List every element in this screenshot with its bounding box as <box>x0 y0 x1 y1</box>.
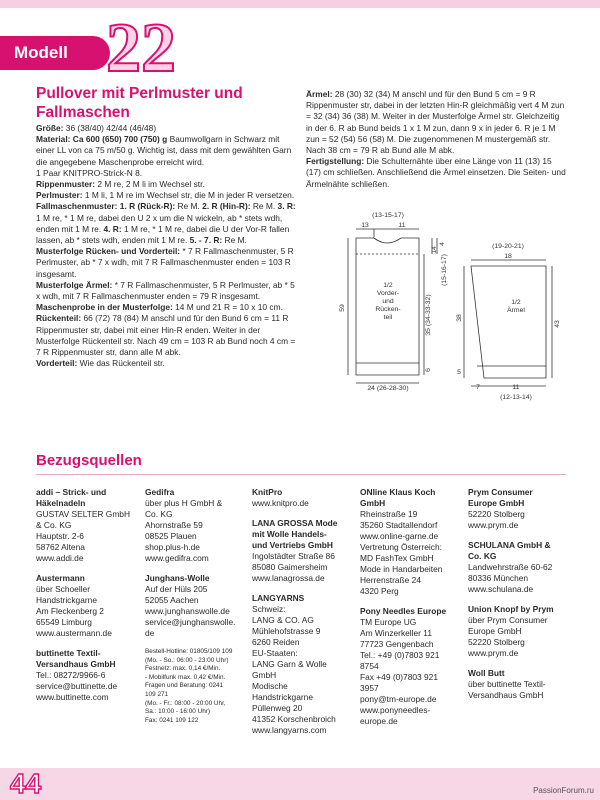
supplier-name: Europe GmbH <box>468 498 525 508</box>
supplier-link[interactable]: www.knitpro.de <box>252 498 309 508</box>
suppliers-column-4 <box>360 487 460 736</box>
supplier-name: addi – Strick- und <box>36 487 107 497</box>
model-number: 22 <box>106 10 176 87</box>
supplier-detail: Am Fleckenberg 2 <box>36 606 104 616</box>
body-side-label: 35 (34-33-32) <box>425 294 432 336</box>
supplier-link[interactable]: www.buttinette.com <box>36 692 109 702</box>
supplier-name: mit Wolle Handels- <box>252 529 327 539</box>
footer-bar <box>0 768 600 800</box>
suppliers-column-1 <box>36 487 136 712</box>
supplier-entry <box>468 604 568 659</box>
supplier-detail: über buttinette Textil- <box>468 679 546 689</box>
supplier-name: SCHULANA GmbH & <box>468 540 551 550</box>
supplier-name: Häkelnadeln <box>36 498 86 508</box>
body-height-label: 59 <box>339 304 346 312</box>
supplier-link[interactable]: service@buttinette.de <box>36 681 118 691</box>
supplier-link[interactable]: shop.plus-h.de <box>145 542 200 552</box>
watermark: PassionForum.ru <box>533 786 594 795</box>
supplier-detail: 52220 Stolberg <box>468 637 525 647</box>
rib-pattern-paragraph: Rippenmuster: 2 M re, 2 M li im Wechsel str. <box>36 179 205 190</box>
supplier-detail: 58762 Altena <box>36 542 85 552</box>
schematic-diagrams <box>306 200 596 410</box>
instructions-right-column <box>306 89 568 190</box>
supplier-detail: Handstrickgarne <box>252 692 313 702</box>
supplier-detail: Auf der Hüls 205 <box>145 584 208 594</box>
body-rib-label: 6 <box>425 368 432 372</box>
supplier-link[interactable]: service@junghanswolle. <box>145 617 236 627</box>
supplier-detail: 52220 Stolberg <box>468 509 525 519</box>
hotline-line: Sa.: 10:00 - 16:00 Uhr) <box>145 708 211 716</box>
supplier-name: Prym Consumer <box>468 487 533 497</box>
body-depth-sizes-label: (15-16-17) <box>441 254 448 286</box>
supplier-name: LANGYARNS <box>252 593 305 603</box>
section-divider <box>36 474 566 475</box>
sleeve-bottom-sizes-label: (12-13-14) <box>500 394 532 401</box>
supplier-detail: & Co. KG <box>36 520 72 530</box>
supplier-detail: europe.de <box>360 716 398 726</box>
supplier-link[interactable]: www.prym.de <box>468 520 519 530</box>
sleeve-bottom-label: 11 <box>512 384 520 391</box>
sleeve-label-line1: 1/2 <box>511 299 521 306</box>
suppliers-column-2 <box>145 487 245 734</box>
body-top-sizes-label: (13-15-17) <box>372 212 404 219</box>
supplier-detail: 85080 Gaimersheim <box>252 562 328 572</box>
supplier-name: Union Knopf by Prym <box>468 604 554 614</box>
supplier-detail: 35260 Stadtallendorf <box>360 520 438 530</box>
supplier-detail: Europe GmbH <box>468 626 522 636</box>
instructions-left-column <box>36 123 298 369</box>
supplier-detail: Modische <box>252 681 288 691</box>
hotline-line: Bestell-Hotline: 01805/109 109 <box>145 648 233 655</box>
sleeve-paragraph: Ärmel: 28 (30) 32 (34) M anschl und für den Bund 5 cm = 9 R Rippenmuster str, dabei in der letzten Hin-R gleichmäßig vert 4 M zun = 32 (34) 36 (38) M. Weiter in der Musterfolge Ärmel str. Gleichzeitig in der 6. R ab Bund beids 1 x 1 M zun, dann 9 x in jeder 6. R je 1 M zun = 52 (54) 56 (58) M. Die zugenommenen M mustergemäß str. Nach 38 cm = 79 R ab Bund alle M abk. <box>306 89 565 156</box>
supplier-detail: Versandhaus GmbH <box>468 690 544 700</box>
supplier-detail: über Prym Consumer <box>468 615 548 625</box>
supplier-name: LANA GROSSA Mode <box>252 518 338 528</box>
supplier-link[interactable]: www.ponyneedles- <box>360 705 431 715</box>
pattern-sequence-sleeve-paragraph: Musterfolge Ärmel: * 7 R Fallmaschenmuster, 5 R Perlmuster, ab * 5 x wdh, mit 7 R Fallmaschenmuster enden = 79 R insgesamt. <box>36 279 295 302</box>
supplier-detail: Schweiz: <box>252 604 286 614</box>
supplier-name: Junghans-Wolle <box>145 573 210 583</box>
sleeve-bottom-left-label: 7 <box>476 384 480 391</box>
hotline-info <box>145 648 245 725</box>
supplier-name: Austermann <box>36 573 85 583</box>
supplier-detail: Rheinstraße 19 <box>360 509 418 519</box>
supplier-entry <box>36 648 136 703</box>
supplier-name: Woll Butt <box>468 668 505 678</box>
supplier-detail: GUSTAV SELTER GmbH <box>36 509 130 519</box>
suppliers-column-3 <box>252 487 352 745</box>
supplier-detail: Hauptstr. 2-6 <box>36 531 84 541</box>
supplier-detail: Vertretung Österreich: <box>360 542 442 552</box>
supplier-detail: 41352 Korschenbroich <box>252 714 336 724</box>
body-depth-main-label: 14 <box>431 246 438 254</box>
top-color-bar <box>0 0 600 8</box>
supplier-detail: Ingolstädter Straße 86 <box>252 551 335 561</box>
sleeve-left-height-label: 38 <box>456 314 463 322</box>
schematic-svg <box>306 200 596 410</box>
body-width-label: 24 (26-28-30) <box>367 385 409 392</box>
supplier-entry <box>252 593 352 736</box>
body-label-line4: Rücken- <box>375 306 401 313</box>
supplier-detail: Herrenstraße 24 <box>360 575 421 585</box>
front-paragraph: Vorderteil: Wie das Rückenteil str. <box>36 358 165 369</box>
supplier-detail: Fax +49 (0)7803 921 <box>360 672 438 682</box>
supplier-detail: Handstrickgarne <box>36 595 97 605</box>
hotline-line: Fax: 0241 109 122 <box>145 716 199 724</box>
supplier-detail: Püllenweg 20 <box>252 703 303 713</box>
hotline-line: 109 271 <box>145 690 169 698</box>
supplier-detail: GmbH <box>252 670 277 680</box>
body-label-line2: Vorder- <box>376 290 400 297</box>
size-paragraph: Größe: 36 (38/40) 42/44 (46/48) <box>36 123 157 133</box>
supplier-detail: Tel.: 08272/9966-6 <box>36 670 106 680</box>
sleeve-top-label: 18 <box>504 253 512 260</box>
supplier-name: Gedifra <box>145 487 175 497</box>
body-label-line5: teil <box>383 314 393 321</box>
finishing-paragraph: Fertigstellung: Die Schulternähte über eine Länge von 11 (13) 15 (17) cm schließen. Anschließend die Ärmel einsetzen. Die Seiten- und Ärmelnähte schließen. <box>306 156 566 189</box>
hotline-line: - Mobilfunk max. 0,42 €/Min. <box>145 673 226 681</box>
hotline-line: Fragen und Beratung: 0241 <box>145 682 224 690</box>
modell-label: Modell <box>14 43 68 62</box>
pattern-sequence-body-paragraph: Musterfolge Rücken- und Vorderteil: * 7 R Fallmaschenmuster, 5 R Perlmuster, ab * 7 x wdh, mit 7 R Fallmaschenmuster enden = 103 R insgesamt. <box>36 246 294 279</box>
supplier-entry <box>252 518 352 584</box>
supplier-detail: 4320 Perg <box>360 586 399 596</box>
bezugsquellen-heading: Bezugsquellen <box>36 452 142 469</box>
page-number: 44 <box>10 768 42 799</box>
supplier-detail: TM Europe UG <box>360 617 417 627</box>
supplier-detail: Mode in Handarbeiten <box>360 564 443 574</box>
supplier-name: buttinette Textil- <box>36 648 101 658</box>
supplier-entry <box>360 487 460 597</box>
supplier-name: KnitPro <box>252 487 283 497</box>
supplier-link[interactable]: www.junghanswolle.de <box>145 606 230 616</box>
supplier-entry <box>36 573 136 639</box>
suppliers-column-5 <box>468 487 568 710</box>
supplier-link[interactable]: www.addi.de <box>36 553 84 563</box>
drop-stitch-paragraph: Fallmaschenmuster: 1. R (Rück-R): Re M. 2. R (Hin-R): Re M. 3. R: 1 M re, * 1 M re, dabei den U 2 x um die N wickeln, ab * stets wdh, enden mit 1 M re. 4. R: 1 M re, * 1 M re, dabei die U der Vor-R fallen lassen, ab * stets wdh, enden mit 1 M re. 5. - 7. R: Re M. <box>36 201 296 246</box>
supplier-detail: Ahornstraße 59 <box>145 520 203 530</box>
sleeve-piece-outline <box>471 266 546 378</box>
supplier-detail: über plus H GmbH & <box>145 498 223 508</box>
supplier-detail: MD FashTex GmbH <box>360 553 434 563</box>
sleeve-right-height-label: 43 <box>554 320 561 328</box>
sleeve-rib-label: 5 <box>457 369 461 376</box>
material-paragraph: Material: Ca 600 (650) 700 (750) g Baumwollgarn in Schwarz mit einer LL von ca 75 m/50 g. Wichtig ist, dass mit dem gewählten Garn die angegebene Maschenprobe erreicht wird. <box>36 134 292 167</box>
supplier-entry <box>145 573 245 639</box>
back-paragraph: Rückenteil: 66 (72) 78 (84) M anschl und für den Bund 6 cm = 11 R Rippenmuster str, dabei mit einer Hin-R enden. Weiter in der Musterfolge Rückenteil str. Nach 49 cm = 103 R ab Bund noch 4 cm = 7 R Rippenmuster str, dann alle M abk. <box>36 313 296 358</box>
supplier-entry <box>145 487 245 564</box>
needles-paragraph: 1 Paar KNITPRO-Strick-N 8. <box>36 167 143 178</box>
supplier-detail: über Schoeller <box>36 584 91 594</box>
body-depth-top-label: 4 <box>439 242 446 246</box>
supplier-name: ONline Klaus Koch <box>360 487 436 497</box>
supplier-detail: Mühlehofstrasse 9 <box>252 626 321 636</box>
supplier-link[interactable]: www.gedifra.com <box>145 553 209 563</box>
body-neck-label: 11 <box>398 222 406 229</box>
supplier-detail: Co. KG <box>145 509 173 519</box>
supplier-link[interactable]: www.prym.de <box>468 648 519 658</box>
page-title: Pullover mit Perlmuster und Fallmaschen <box>36 85 243 121</box>
supplier-detail: 52055 Aachen <box>145 595 199 605</box>
supplier-entry <box>468 487 568 531</box>
supplier-detail: Am Winzerkeller 11 <box>360 628 432 638</box>
supplier-entry <box>468 540 568 595</box>
supplier-detail: 65549 Limburg <box>36 617 92 627</box>
supplier-detail: 8754 <box>360 661 379 671</box>
supplier-name: Pony Needles Europe <box>360 606 447 616</box>
supplier-detail: de <box>145 628 155 638</box>
supplier-detail: 3957 <box>360 683 379 693</box>
supplier-detail: 6260 Reiden <box>252 637 300 647</box>
supplier-link[interactable]: www.austermann.de <box>36 628 112 638</box>
body-label-line3: und <box>382 298 394 305</box>
supplier-link[interactable]: www.online-garne.de <box>360 531 439 541</box>
supplier-name: GmbH <box>360 498 386 508</box>
supplier-detail: LANG Garn & Wolle <box>252 659 327 669</box>
supplier-name: und Vertriebs GmbH <box>252 540 333 550</box>
supplier-detail: 80336 München <box>468 573 529 583</box>
supplier-link[interactable]: www.schulana.de <box>468 584 534 594</box>
supplier-entry <box>360 606 460 727</box>
supplier-detail: LANG & CO. AG <box>252 615 314 625</box>
body-shoulder-label: 13 <box>361 222 369 229</box>
supplier-entry <box>252 487 352 509</box>
supplier-link[interactable]: www.lanagrossa.de <box>252 573 325 583</box>
hotline-line: (Mo. - So.: 06:00 - 23:00 Uhr) <box>145 656 229 664</box>
supplier-entry <box>468 668 568 701</box>
supplier-entry <box>36 487 136 564</box>
supplier-name: Co. KG <box>468 551 497 561</box>
hotline-line: Festnetz: max. 0,14 €/Min. <box>145 665 221 673</box>
supplier-detail: 77723 Gengenbach <box>360 639 434 649</box>
supplier-link[interactable]: pony@tm-europe.de <box>360 694 437 704</box>
seed-stitch-paragraph: Perlmuster: 1 M li, 1 M re im Wechsel str, die M in jeder R versetzen. <box>36 190 295 201</box>
supplier-link[interactable]: www.langyarns.com <box>252 725 327 735</box>
supplier-detail: EU-Staaten: <box>252 648 298 658</box>
body-label-line1: 1/2 <box>383 282 393 289</box>
supplier-detail: Landwehrstraße 60-62 <box>468 562 553 572</box>
supplier-detail: 08525 Plauen <box>145 531 197 541</box>
gauge-paragraph: Maschenprobe in der Musterfolge: 14 M und 21 R = 10 x 10 cm. <box>36 302 283 313</box>
supplier-detail: Tel.: +49 (0)7803 921 <box>360 650 440 660</box>
sleeve-top-sizes-label: (19-20-21) <box>492 243 524 250</box>
hotline-line: (Mo. - Fr.: 08:00 - 20:00 Uhr, <box>145 699 226 707</box>
sleeve-label-line2: Ärmel <box>507 307 525 314</box>
supplier-name: Versandhaus GmbH <box>36 659 116 669</box>
